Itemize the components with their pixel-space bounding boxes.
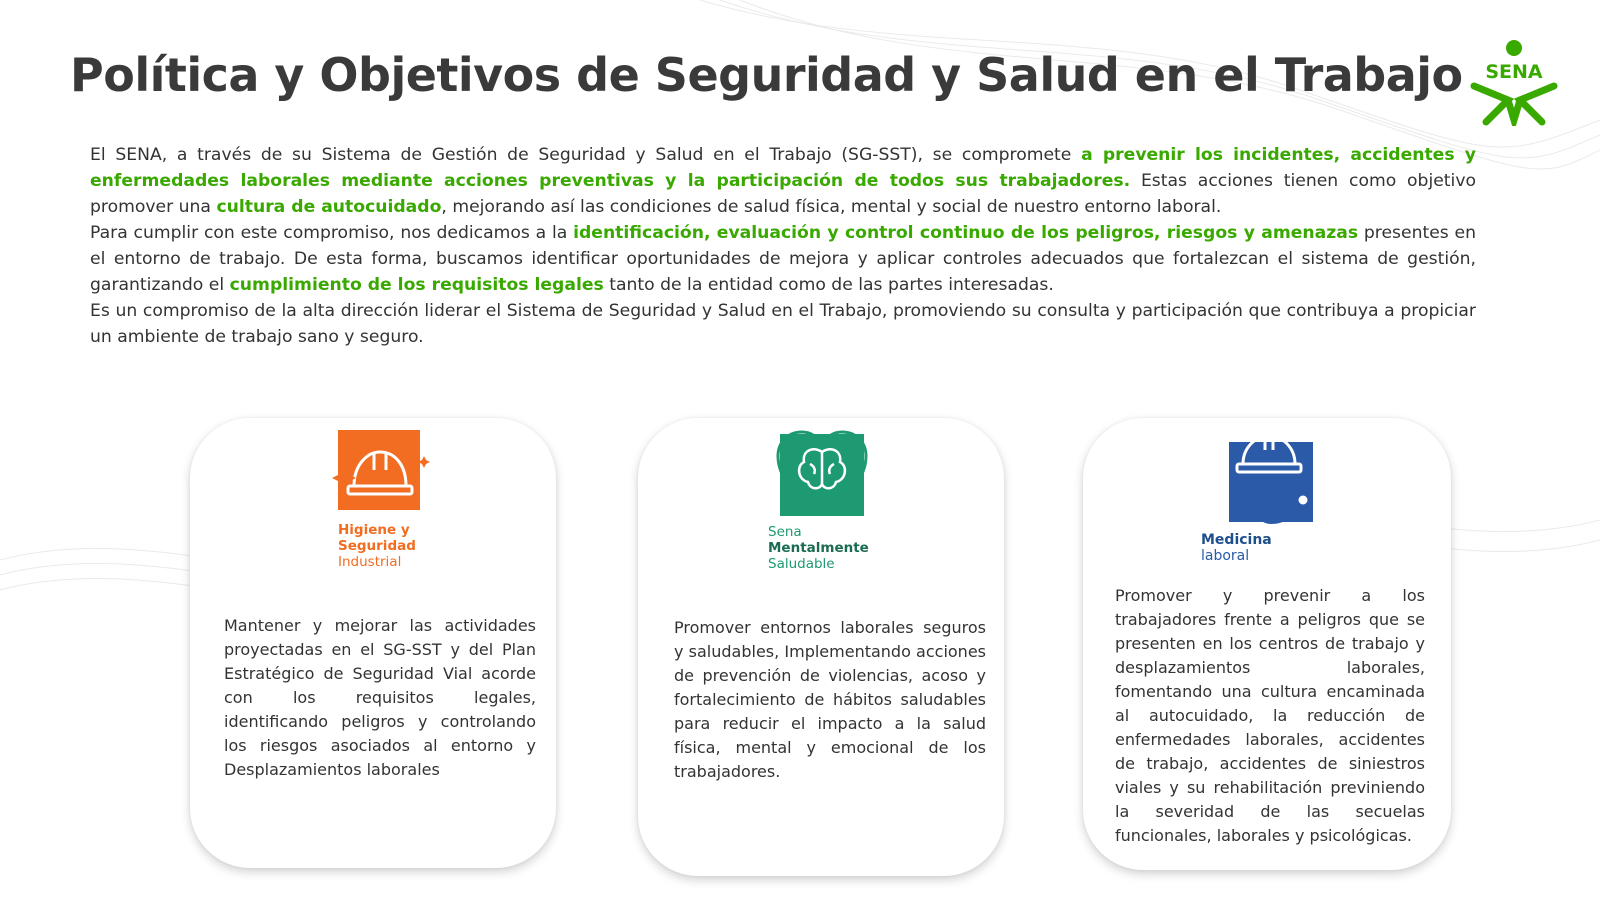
card-caption: Medicina laboral — [1201, 532, 1272, 564]
highlight-self-care: cultura de autocuidado — [216, 197, 442, 217]
card-caption: Sena Mentalmente Saludable — [768, 524, 869, 572]
logo-text: SENA — [1485, 61, 1543, 83]
hard-hat-icon — [318, 430, 430, 514]
card-description: Promover entornos laborales seguros y saludables, Implementando acciones de prevención de violencias, acoso y fortalecimiento de hábitos saludables para reducir el impacto a la salud física, mental y emocional de los trabajadores. — [674, 618, 986, 781]
card-hygiene-industrial-safety — [190, 418, 556, 868]
highlight-legal-requirements: cumplimiento de los requisitos legales — [229, 275, 604, 295]
intro-paragraph-2: Para cumplir con este compromiso, nos dedicamos a la identificación, evaluación y control continuo de los peligros, riesgos y amenazas presentes en el entorno de trabajo. De esta forma, buscamos identificar oportunidades de mejora y aplicar controles adecuados que fortalezcan el sistema de gestión, garantizando el cumplimiento de los requisitos legales tanto de la entidad como de las partes interesadas. — [90, 223, 1476, 295]
highlight-prevention: a prevenir los incidentes, accidentes y enfermedades laborales mediante acciones preventivas y la participación de todos sus trabajadores. — [90, 145, 1476, 191]
card-description: Promover y prevenir a los trabajadores frente a peligros que se presenten en los centros de trabajo y desplazamientos laborales, fomentando una cultura encaminada al autocuidado, la reducción de enfermedades laborales, accidentes de trabajo, accidentes de siniestros viales y su rehabilitación previniendo la severidad de las secuelas funcionales, laborales y psicológicas. — [1115, 586, 1425, 845]
card-caption: Higiene y Seguridad Industrial — [338, 522, 416, 570]
intro-paragraph-3: Es un compromiso de la alta dirección liderar el Sistema de Seguridad y Salud en el Trabajo, promoviendo su consulta y participación que contribuya a propiciar un ambiente de trabajo sano y seguro. — [90, 301, 1476, 347]
intro-paragraph-1: El SENA, a través de su Sistema de Gestión de Seguridad y Salud en el Trabajo (SG-SST), se compromete a prevenir los incidentes, accidentes y enfermedades laborales mediante acciones preventivas y la participación de todos sus trabajadores. Estas acciones tienen como objetivo promover una cultura de autocuidado, mejorando así las condiciones de salud física, mental y social de nuestro entorno laboral. — [90, 145, 1477, 217]
highlight-hazard-control: identificación, evaluación y control continuo de los peligros, riesgos y amenazas — [573, 223, 1359, 243]
heart-brain-icon — [774, 428, 870, 520]
card-occupational-medicine — [1083, 418, 1451, 870]
page-title: Política y Objetivos de Seguridad y Salud en el Trabajo — [70, 48, 1463, 102]
sena-logo — [1468, 40, 1560, 126]
card-description: Mantener y mejorar las actividades proyectadas en el SG-SST y del Plan Estratégico de Seguridad Vial acorde con los requisitos legales, identificando peligros y controlando los riesgos asociados al entorno y Desplazamientos laborales — [224, 616, 536, 779]
helmet-stethoscope-icon — [1225, 430, 1317, 534]
policy-intro — [90, 142, 1476, 350]
card-mental-health — [638, 418, 1004, 876]
